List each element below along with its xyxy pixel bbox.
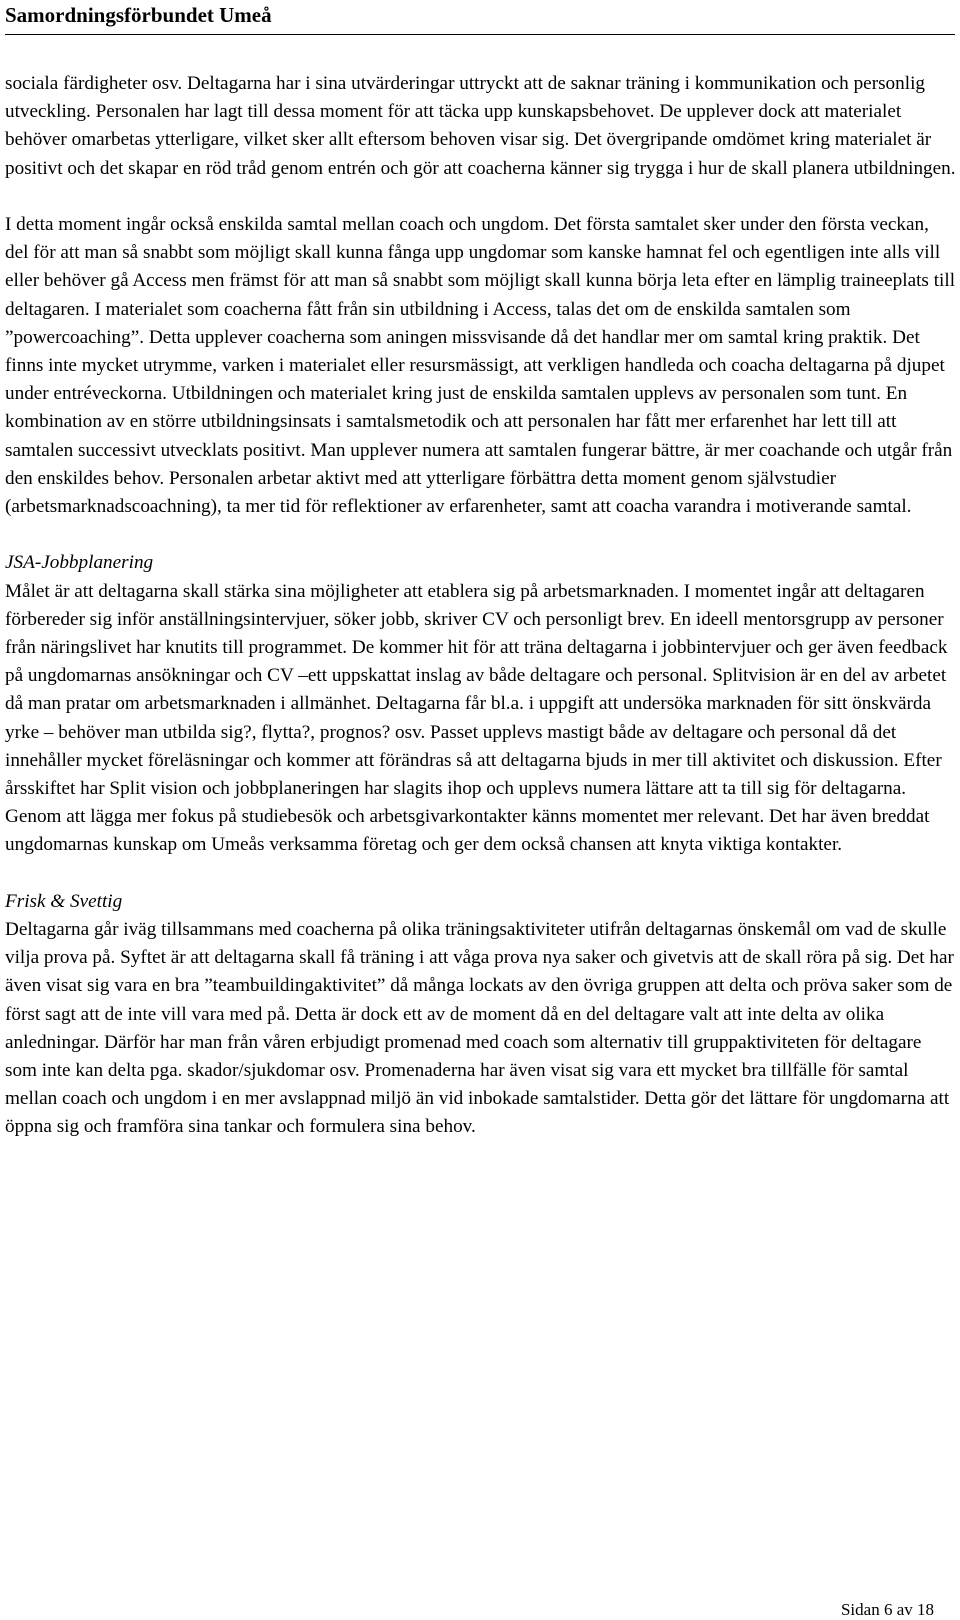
- section-heading-jsa: JSA-Jobbplanering: [5, 552, 154, 574]
- paragraph-jsa: Målet är att deltagarna skall stärka sina möjligheter att etablera sig på arbetsmarknaden. I momentet ingår att deltagaren förbereder sig inför anställningsintervjuer, söker jobb, skriver CV och personligt brev. En ideell mentorsgrupp av personer från näringslivet har knutits till programmet. De kommer hit för att träna deltagarna i jobbintervjuer och ger även feedback på ungdomarnas ansökningar och CV –ett uppskattat inslag av både deltagare och personal. Splitvision är en del av arbetet då man pratar om arbetsmarknaden i allmänhet. Deltagarna får bl.a. i uppgift att undersöka marknaden för sitt önskvärda yrke – behöver man utbilda sig?, flytta?, prognos? osv. Passet upplevs mastigt både av deltagare och personal då det innehåller mycket föreläsningar och kommer att förändras så att deltagarna bjuds in mer till aktivitet och diskussion. Efter årsskiftet har Split vision och jobbplaneringen har slagits ihop och upplevs numera lättare att ta till sig för deltagarna. Genom att lägga mer fokus på studiebesök och arbetsgivarkontakter känns momentet mer relevant. Det har även breddat ungdomarnas kunskap om Umeås verksamma företag och ger dem också chansen att knyta viktiga kontakter.: [5, 580, 948, 856]
- paragraph-individual-talks: I detta moment ingår också enskilda samtal mellan coach och ungdom. Det första samtalet sker under den första veckan, del för att man så snabbt som möjligt skall kunna fånga upp ungdomar som kanske hamnat fel och egentligen inte alls vill eller behöver gå Access men främst för att man så snabbt som möjligt skall kunna börja leta efter en lämplig traineeplats till deltagaren. I materialet som coacherna fått från sin utbildning i Access, talas det om de enskilda samtalen som ”powercoaching”. Detta upplever coacherna som aningen missvisande då det handlar mer om samtal kring praktik. Det finns inte mycket utrymme, varken i materialet eller resursmässigt, att verkligen handleda och coacha deltagarna på djupet under entréveckorna. Utbildningen och materialet kring just de enskilda samtalen upplevs av personalen som tunt. En kombination av en större utbildningsinsats i samtalsmetodik och att personalen har fått mer erfarenhet har lett till att samtalen successivt utvecklats positivt. Man upplever numera att samtalen fungerar bättre, är mer coachande och utgår från den enskildes behov. Personalen arbetar aktivt med att ytterligare förbättra detta moment genom självstudier (arbetsmarknadscoachning), ta mer tid för reflektioner av erfarenheter, samt att coacha varandra i motiverande samtal.: [5, 214, 956, 518]
- page-number: Sidan 6 av 18: [840, 1600, 934, 1619]
- page-header-title: Samordningsförbundet Umeå: [5, 3, 272, 27]
- paragraph-frisk-svettig: Deltagarna går iväg tillsammans med coacherna på olika träningsaktiviteter utifrån deltagarnas önskemål om vad de skulle vilja prova på. Syftet är att deltagarna skall få träning i att våga prova nya saker och givetvis att de skall röra på sig. Det har även visat sig vara en bra ”teambuildingaktivitet” då många lockats av den övriga gruppen att delta och pröva saker som de först sagt att de inte vill vara med på. Detta är dock ett av de moment då en del deltagare valt att inte delta av olika anledningar. Därför har man från våren erbjudigt promenad med coach som alternativ till gruppaktiviteten för deltagare som inte kan delta pga. skador/sjukdomar osv. Promenaderna har även visat sig vara ett mycket bra tillfälle för samtal mellan coach och ungdom i en mer avslappnad miljö än vid inbokade samtalstider. Detta gör det lättare för ungdomarna att öppna sig och framföra sina tankar och formulera sina behov.: [5, 919, 954, 1138]
- section-heading-frisk-svettig: Frisk & Svettig: [5, 890, 123, 912]
- document-body: [5, 70, 957, 1170]
- paragraph-social-skills: sociala färdigheter osv. Deltagarna har i sina utvärderingar uttryckt att de saknar träning i kommunikation och personlig utveckling. Personalen har lagt till dessa moment för att täcka upp kunskapsbehovet. De upplever dock att materialet behöver omarbetas ytterligare, vilket sker allt eftersom behoven visar sig. Det övergripande omdömet kring materialet är positivt och det skapar en röd tråd genom entrén och gör att coacherna känner sig trygga i hur de skall planera utbildningen.: [5, 73, 956, 179]
- header-divider: [5, 34, 955, 35]
